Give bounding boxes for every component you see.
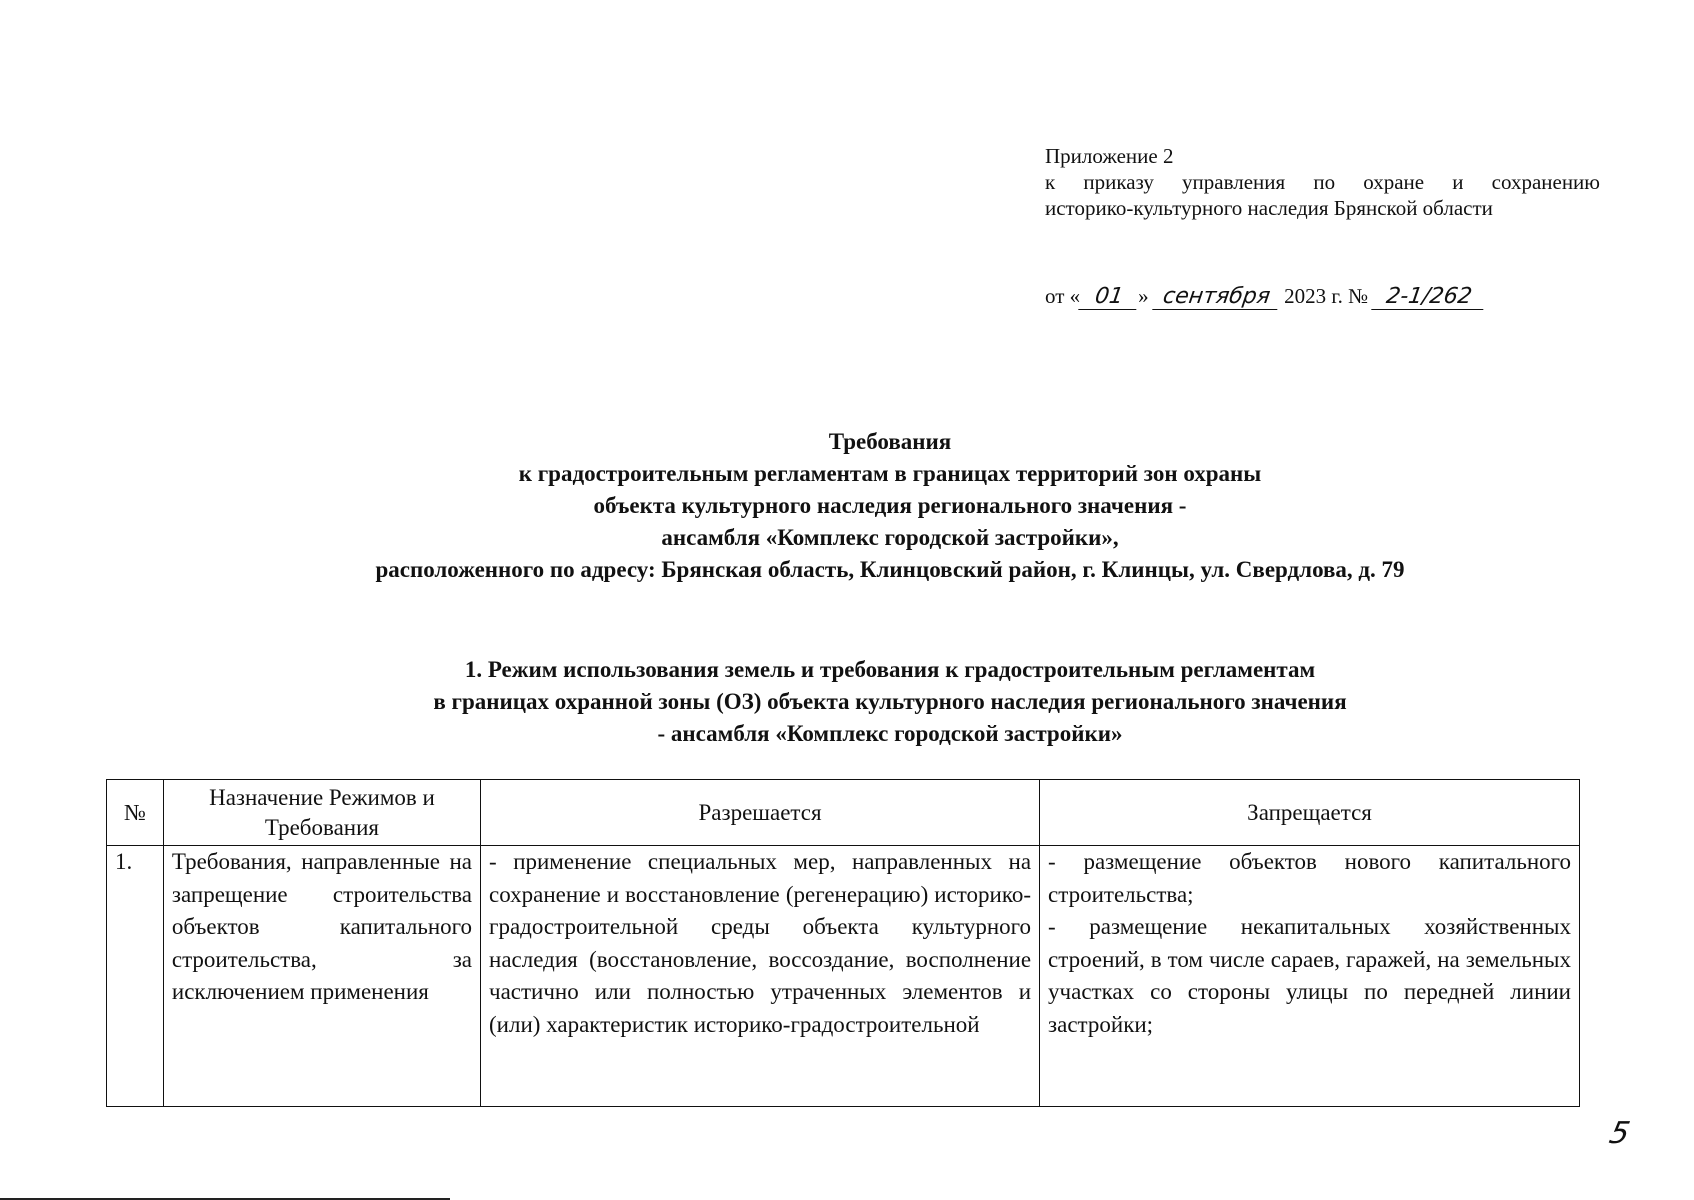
- date-month-handwritten: сентября: [1152, 285, 1281, 310]
- section-heading: [100, 654, 1680, 750]
- row-purpose-text: Требования, направленные на запрещение строительства объектов капитального строительства, за исключением применения: [171, 849, 473, 1004]
- date-day-handwritten: 01: [1078, 285, 1140, 310]
- row-allowed-text: - применение специальных мер, направленных на сохранение и восстановление (регенерацию) историко-градостроительной среды объекта культурного наследия (восстановление, воссоздание, восполнение частично или полностью утраченных элементов и (или) характеристик историко-градостроительной: [489, 849, 1032, 1037]
- table-row: [107, 846, 1580, 1107]
- document-title: [100, 426, 1680, 586]
- section-line-3: - ансамбля «Комплекс городской застройки»: [657, 721, 1123, 746]
- table-header-row: [107, 780, 1580, 846]
- header-number: №: [107, 780, 164, 846]
- row-allowed: [481, 846, 1040, 1107]
- header-allowed: Разрешается: [481, 780, 1040, 846]
- section-line-2: в границах охранной зоны (ОЗ) объекта культурного наследия регионального значения: [433, 689, 1347, 714]
- date-prefix: от «: [1045, 284, 1081, 308]
- title-line-5: расположенного по адресу: Брянская область, Клинцовский район, г. Клинцы, ул. Свердлова, д. 79: [375, 557, 1405, 582]
- page-number-handwritten: 5: [1606, 1116, 1633, 1151]
- header-forbidden: Запрещается: [1040, 780, 1580, 846]
- row-number: [107, 846, 164, 1107]
- title-line-1: Требования: [828, 429, 952, 454]
- row-forbidden: [1040, 846, 1580, 1107]
- appendix-authority-line: историко-культурного наследия Брянской области: [1045, 196, 1493, 220]
- row-number-text: 1.: [115, 849, 133, 874]
- order-date-line: [1045, 283, 1485, 310]
- row-forbidden-list: [1048, 846, 1571, 1106]
- appendix-label: Приложение 2: [1045, 144, 1174, 168]
- header-purpose: Назначение Режимов и Требования: [163, 780, 480, 846]
- title-line-3: объекта культурного наследия регионального значения -: [593, 493, 1187, 518]
- requirements-table: [106, 779, 1580, 1107]
- title-line-4: ансамбля «Комплекс городской застройки»,: [661, 525, 1119, 550]
- date-year: 2023 г. №: [1284, 284, 1369, 308]
- forbidden-item: - размещение некапитальных хозяйственных строений, в том числе сараев, гаражей, на земельных участках со стороны улицы по передней линии застройки;: [1048, 914, 1571, 1037]
- title-line-2: к градостроительным регламентам в границах территорий зон охраны: [518, 461, 1262, 486]
- date-mid: »: [1138, 284, 1149, 308]
- order-number-handwritten: 2-1/262: [1372, 285, 1488, 310]
- appendix-order-line: к приказу управления по охране и сохранению: [1045, 170, 1600, 194]
- section-line-1: 1. Режим использования земель и требования к градостроительным регламентам: [464, 657, 1316, 682]
- forbidden-item: - размещение объектов нового капитального строительства;: [1048, 849, 1571, 907]
- row-purpose: [163, 846, 480, 1107]
- appendix-header: [1045, 143, 1600, 221]
